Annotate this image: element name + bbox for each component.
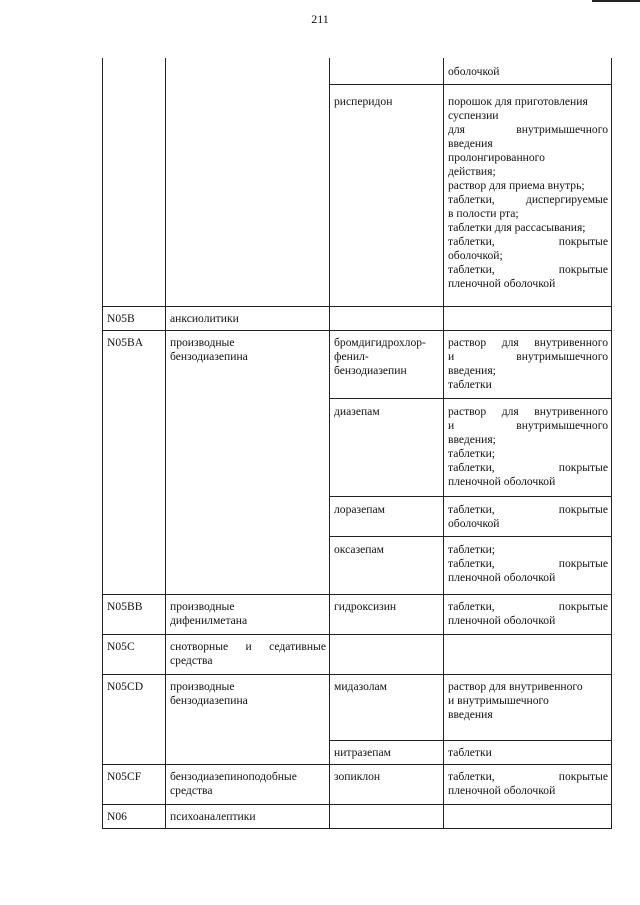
form-line: пролонгированного — [448, 150, 545, 164]
group-cell — [166, 634, 330, 674]
group-line: дифенилметана — [170, 613, 248, 627]
form-line: пленочной оболочкой — [448, 474, 556, 488]
drug-cell — [330, 536, 444, 594]
group-name: анксиолитики — [170, 311, 239, 325]
form-line: таблетки, покрытые — [448, 599, 608, 613]
table-row — [103, 634, 612, 674]
drug-cell — [330, 634, 444, 674]
drug-cell — [330, 674, 444, 740]
form-text: таблетки — [448, 745, 492, 759]
table-row — [103, 306, 612, 330]
page-number: 211 — [311, 12, 329, 26]
code-cell — [103, 496, 166, 536]
group-cell — [166, 804, 330, 828]
code-cell — [103, 674, 166, 740]
group-line: средства — [170, 653, 213, 667]
table-row — [103, 496, 612, 536]
form-line: действия; — [448, 164, 496, 178]
form-line: пленочной оболочкой — [448, 783, 556, 797]
drug-cell — [330, 398, 444, 496]
table-row — [103, 84, 612, 306]
form-line: таблетки, покрытые — [448, 262, 608, 276]
form-line: таблетки, покрытые — [448, 556, 608, 570]
group-line: бензодиазепина — [170, 349, 248, 363]
drug-line: фенил- — [334, 349, 369, 363]
form-cell — [444, 536, 612, 594]
group-line: производные — [170, 599, 235, 613]
table-row — [103, 740, 612, 764]
group-cell — [166, 398, 330, 496]
drug-line: бромдигидрохлор- — [334, 335, 426, 349]
drug-cell — [330, 764, 444, 804]
table-row — [103, 594, 612, 634]
group-line: производные — [170, 335, 235, 349]
form-line: пленочной оболочкой — [448, 276, 556, 290]
form-line: таблетки, покрытые — [448, 234, 608, 248]
form-line: оболочкой — [448, 516, 500, 530]
atc-code: N05BA — [107, 335, 144, 349]
form-line: раствор для приема внутрь; — [448, 178, 585, 192]
code-cell — [103, 306, 166, 330]
atc-code: N06 — [107, 809, 127, 823]
form-line: пленочной оболочкой — [448, 570, 556, 584]
form-line: таблетки — [448, 377, 492, 391]
form-cell — [444, 674, 612, 740]
code-cell — [103, 634, 166, 674]
form-line: введения; — [448, 432, 496, 446]
code-cell — [103, 740, 166, 764]
group-line: бензодиазепиноподобные — [170, 769, 297, 783]
form-cell — [444, 84, 612, 306]
drug-cell — [330, 84, 444, 306]
drug-cell — [330, 306, 444, 330]
form-cell — [444, 58, 612, 84]
drug-cell — [330, 740, 444, 764]
form-line: таблетки, покрытые — [448, 460, 608, 474]
form-line: таблетки, покрытые — [448, 769, 608, 783]
drug-cell — [330, 58, 444, 84]
code-cell — [103, 804, 166, 828]
group-cell — [166, 84, 330, 306]
drug-cell — [330, 496, 444, 536]
group-cell — [166, 740, 330, 764]
group-cell — [166, 594, 330, 634]
form-line: введения — [448, 707, 493, 721]
code-cell — [103, 536, 166, 594]
drug-name: нитразепам — [334, 745, 391, 759]
form-line: пленочной оболочкой — [448, 613, 556, 627]
code-cell — [103, 398, 166, 496]
form-line: суспензии — [448, 108, 499, 122]
form-cell — [444, 764, 612, 804]
code-cell — [103, 84, 166, 306]
drug-name: мидазолам — [334, 679, 388, 693]
drug-name: гидроксизин — [334, 599, 397, 613]
form-line: и внутримышечного — [448, 349, 608, 363]
drug-cell — [330, 330, 444, 398]
form-line: введения — [448, 136, 493, 150]
group-line: производные — [170, 679, 235, 693]
atc-code: N05CF — [107, 769, 142, 783]
form-line: раствор для внутривенного — [448, 335, 608, 349]
code-cell — [103, 58, 166, 84]
group-cell — [166, 306, 330, 330]
table-row — [103, 764, 612, 804]
group-line: снотворные и седативные — [170, 639, 326, 653]
form-cell — [444, 594, 612, 634]
group-cell — [166, 764, 330, 804]
form-line: для внутримышечного — [448, 122, 608, 136]
form-text: оболочкой — [448, 65, 500, 78]
form-cell — [444, 740, 612, 764]
group-cell — [166, 330, 330, 398]
corner-mark — [592, 0, 640, 2]
form-line: таблетки, покрытые — [448, 502, 608, 516]
atc-code: N05BB — [107, 599, 143, 613]
drug-name: зопиклон — [334, 769, 381, 783]
form-line: таблетки для рассасывания; — [448, 220, 586, 234]
code-cell — [103, 330, 166, 398]
form-line: введения; — [448, 363, 496, 377]
form-cell — [444, 634, 612, 674]
table-row — [103, 674, 612, 740]
table-row — [103, 804, 612, 828]
group-line: средства — [170, 783, 213, 797]
form-cell — [444, 398, 612, 496]
group-cell — [166, 674, 330, 740]
form-line: таблетки; — [448, 446, 496, 460]
atc-code: N05B — [107, 311, 135, 325]
form-line: таблетки; — [448, 542, 496, 556]
atc-code: N05C — [107, 639, 135, 653]
group-cell — [166, 536, 330, 594]
drug-name: диазепам — [334, 404, 380, 418]
form-line: оболочкой; — [448, 248, 503, 262]
group-cell — [166, 496, 330, 536]
drug-table — [102, 58, 612, 829]
form-line: раствор для внутривенного — [448, 679, 583, 693]
form-line: раствор для внутривенного — [448, 404, 608, 418]
code-cell — [103, 764, 166, 804]
group-cell — [166, 58, 330, 84]
drug-line: бензодиазепин — [334, 363, 407, 377]
form-cell — [444, 804, 612, 828]
drug-name: лоразепам — [334, 502, 385, 516]
drug-cell — [330, 594, 444, 634]
form-line: в полости рта; — [448, 206, 519, 220]
table-row — [103, 398, 612, 496]
form-line: порошок для приготовления — [448, 94, 588, 108]
drug-cell — [330, 804, 444, 828]
form-line: и внутримышечного — [448, 693, 549, 707]
form-cell — [444, 306, 612, 330]
form-cell — [444, 330, 612, 398]
table-row — [103, 330, 612, 398]
drug-name: оксазепам — [334, 542, 384, 556]
atc-code: N05CD — [107, 679, 144, 693]
drug-name: рисперидон — [334, 94, 393, 108]
form-line: и внутримышечного — [448, 418, 608, 432]
group-name: психоаналептики — [170, 809, 256, 823]
group-line: бензодиазепина — [170, 693, 248, 707]
code-cell — [103, 594, 166, 634]
table-row — [103, 58, 612, 84]
table-row — [103, 536, 612, 594]
form-cell — [444, 496, 612, 536]
form-line: таблетки, диспергируемые — [448, 192, 608, 206]
